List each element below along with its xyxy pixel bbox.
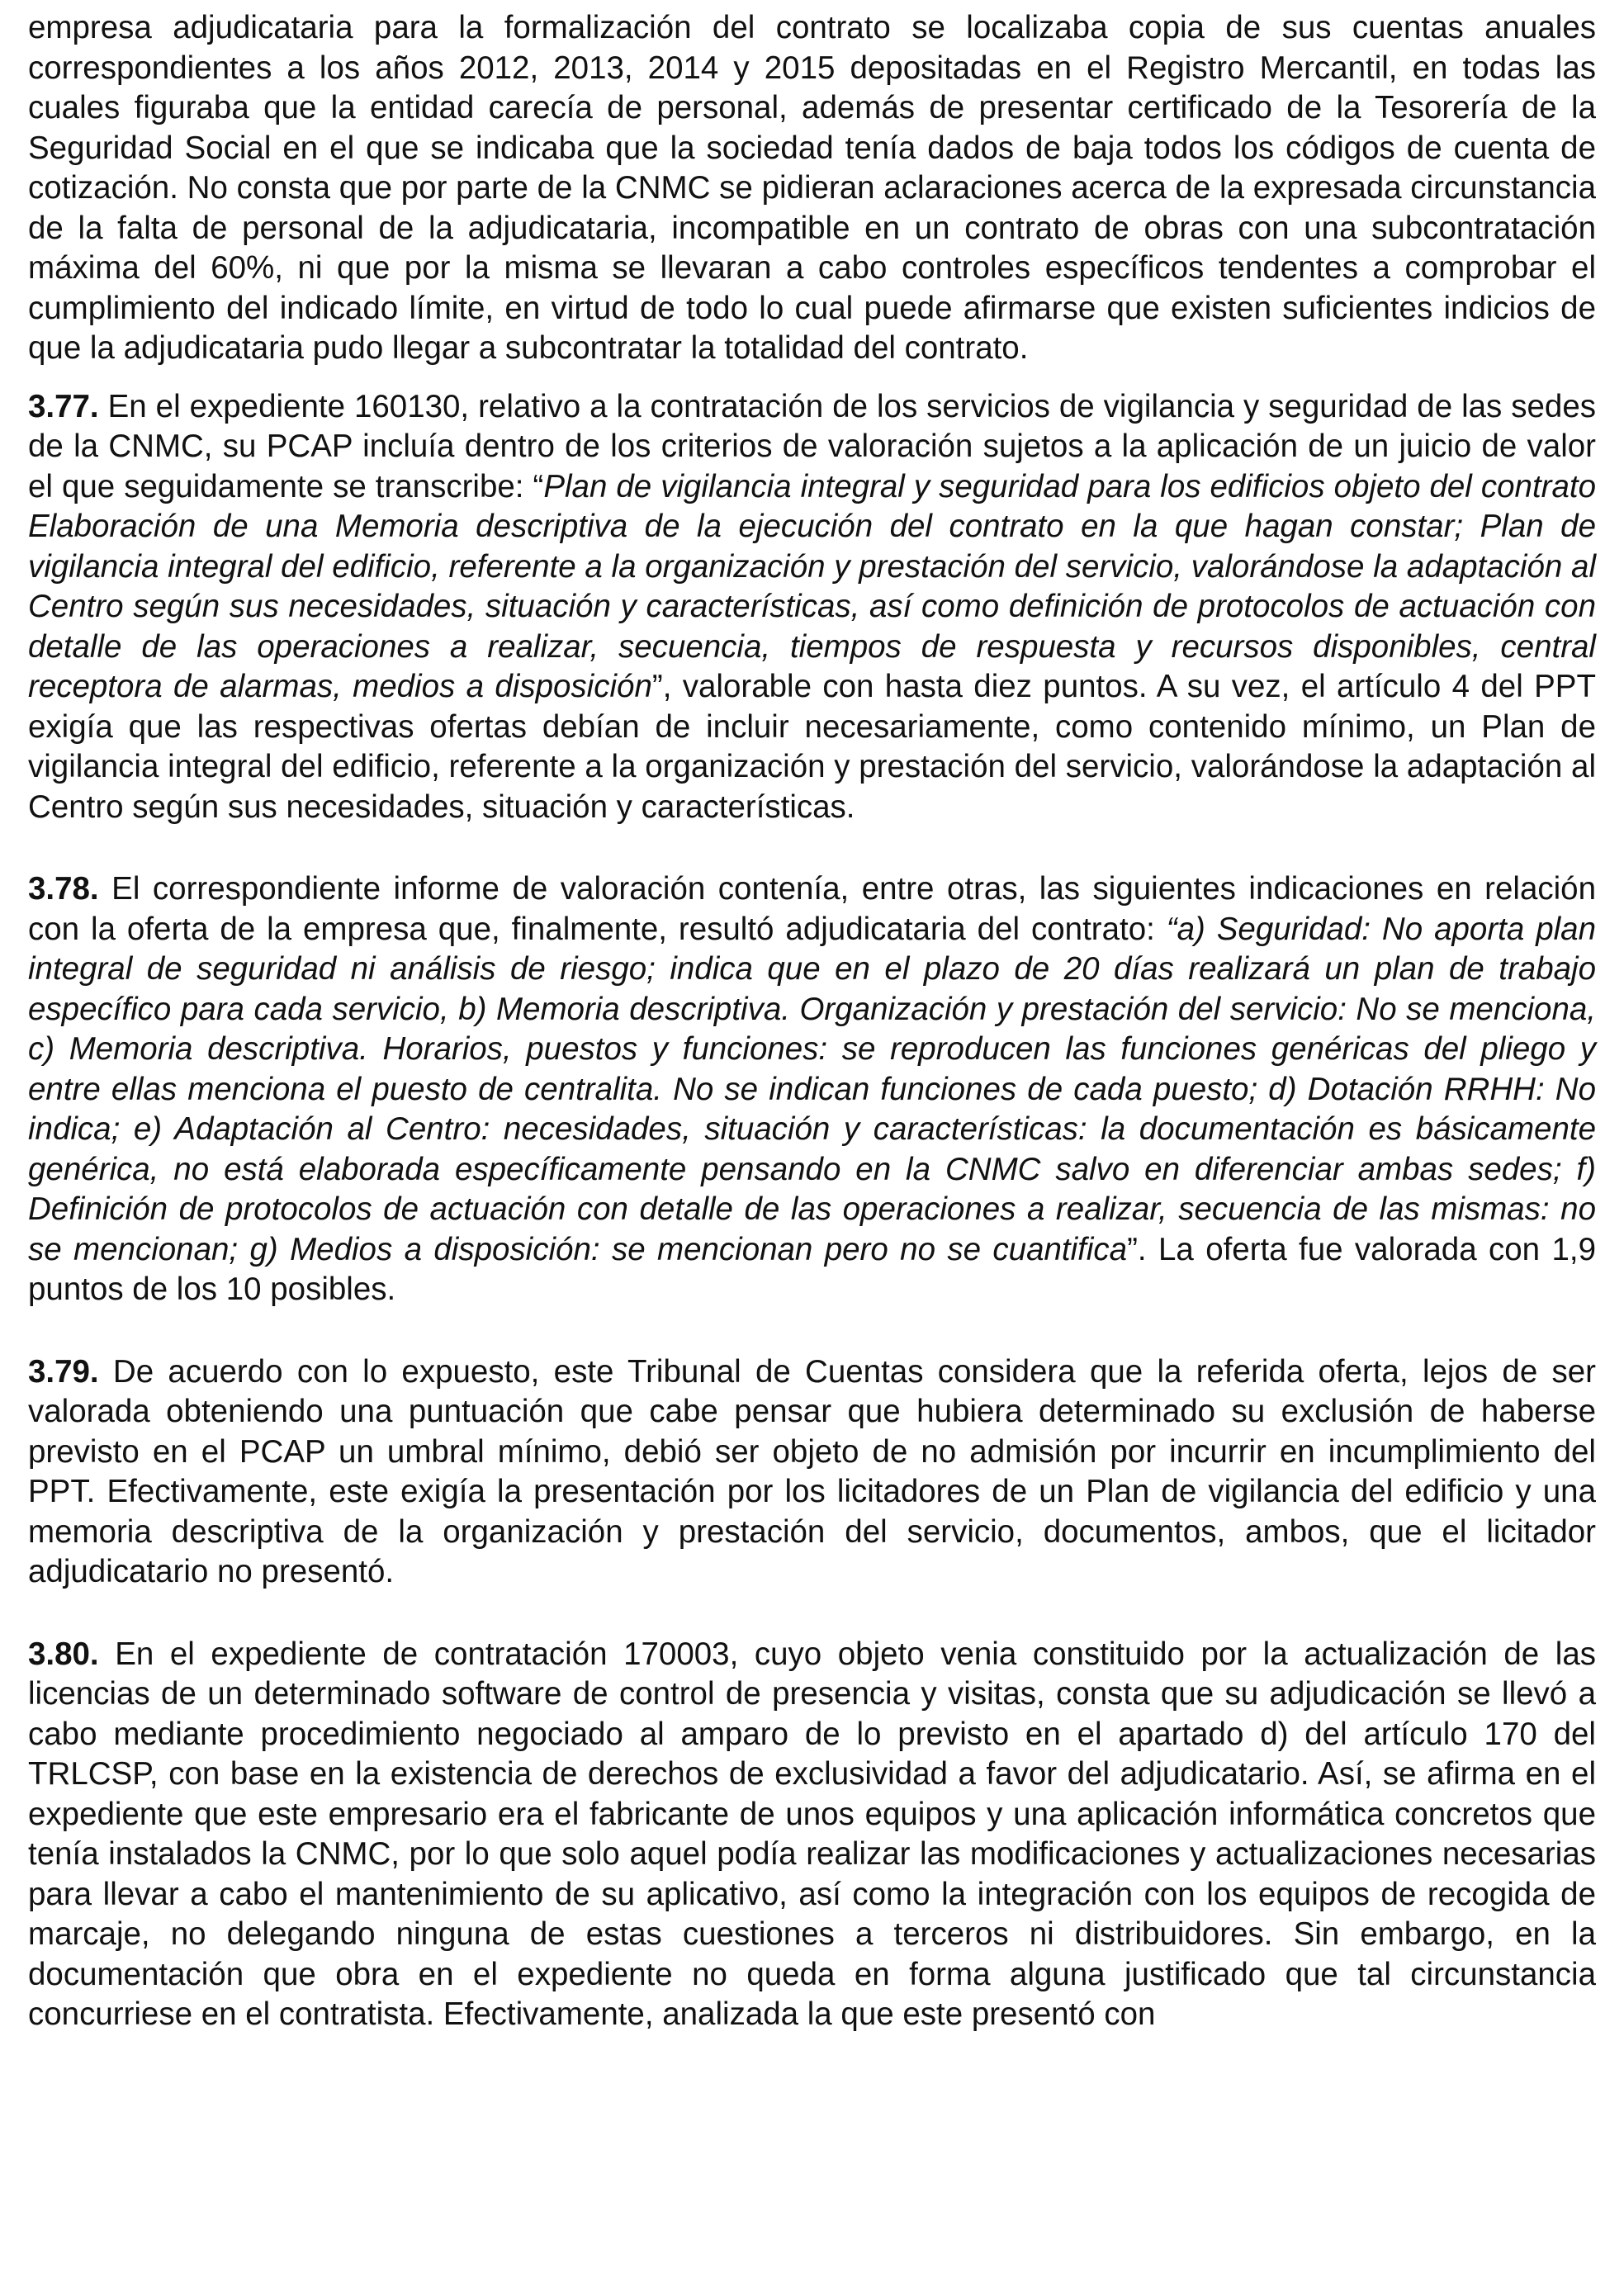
paragraph-number: 3.78. [28, 871, 99, 907]
paragraph-number: 3.77. [28, 388, 99, 424]
paragraph-3-78 [28, 869, 1596, 1310]
paragraph-text: El correspondiente informe de valoración contenía, entre otras, las siguientes indicaciones en relación con la oferta de la empresa que, finalmente, resultó adjudicataria del contrato: [28, 871, 1596, 947]
paragraph-continuation: empresa adjudicataria para la formalización del contrato se localizaba copia de sus cuentas anuales correspondientes a los años 2012, 2013, 2014 y 2015 depositadas en el Registro Mercantil, en todas las cuales figuraba que la entidad carecía de personal, además de presentar certificado de la Tesorería de la Seguridad Social en el que se indicaba que la sociedad tenía dados de baja todos los códigos de cuenta de cotización. No consta que por parte de la CNMC se pidieran aclaraciones acerca de la expresada circunstancia de la falta de personal de la adjudicataria, incompatible en un contrato de obras con una subcontratación máxima del 60%, ni que por la misma se llevaran a cabo controles específicos tendentes a comprobar el cumplimiento del indicado límite, en virtud de todo lo cual puede afirmarse que existen suficientes indicios de que la adjudicataria pudo llegar a subcontratar la totalidad del contrato. [28, 10, 1596, 366]
paragraph-number: 3.79. [28, 1353, 99, 1390]
quoted-criteria: Plan de vigilancia integral y seguridad para los edificios objeto del contrato Elaboración de una Memoria descriptiva de la ejecución del contrato en la que hagan constar; Plan de vigilancia integral del edificio, referente a la organización y prestación del servicio, valorándose la adaptación al Centro según sus necesidades, situación y características, así como definición de protocolos de actuación con detalle de las operaciones a realizar, secuencia, tiempos de respuesta y recursos disponibles, central receptora de alarmas, medios a disposición [28, 468, 1596, 704]
paragraph-text: En el expediente 160130, relativo a la contratación de los servicios de vigilancia y seguridad de las sedes de la CNMC, su PCAP incluía dentro de los criterios de valoración sujetos a la aplicación de un juicio de valor el que seguidamente se transcribe: “ [28, 388, 1596, 504]
paragraph-number: 3.80. [28, 1636, 99, 1672]
paragraph-text: En el expediente de contratación 170003, cuyo objeto venia constituido por la actualización de las licencias de un determinado software de control de presencia y visitas, consta que su adjudicación se llevó a cabo mediante procedimiento negociado al amparo de lo previsto en el apartado d) del artículo 170 del TRLCSP, con base en la existencia de derechos de exclusividad a favor del adjudicatario. Así, se afirma en el expediente que este empresario era el fabricante de unos equipos y una aplicación informática concretos que tenía instalados la CNMC, por lo que solo aquel podía realizar las modificaciones y actualizaciones necesarias para llevar a cabo el mantenimiento de su aplicativo, así como la integración con los equipos de recogida de marcaje, no delegando ninguna de estas cuestiones a terceros ni distribuidores. Sin embargo, en la documentación que obra en el expediente no queda en forma alguna justificado que tal circunstancia concurriese en el contratista. Efectivamente, analizada la que este presentó con [28, 1636, 1596, 2032]
paragraph-3-79 [28, 1352, 1596, 1593]
paragraph-3-77 [28, 387, 1596, 828]
paragraph-text: De acuerdo con lo expuesto, este Tribunal de Cuentas considera que la referida oferta, lejos de ser valorada obteniendo una puntuación que cabe pensar que hubiera determinado su exclusión de haberse previsto en el PCAP un umbral mínimo, debió ser objeto de no admisión por incurrir en incumplimiento del PPT. Efectivamente, este exigía la presentación por los licitadores de un Plan de vigilancia del edificio y una memoria descriptiva de la organización y prestación del servicio, documentos, ambos, que el licitador adjudicatario no presentó. [28, 1353, 1596, 1589]
paragraph-text: ”. La oferta fue valorada con 1,9 puntos de los 10 posibles. [28, 1231, 1596, 1307]
document-page [28, 0, 1596, 2292]
quoted-report: “a) Seguridad: No aporta plan integral de seguridad ni análisis de riesgo; indica que en el plazo de 20 días realizará un plan de trabajo específico para cada servicio, b) Memoria descriptiva. Organización y prestación del servicio: No se menciona, c) Memoria descriptiva. Horarios, puestos y funciones: se reproducen las funciones genéricas del pliego y entre ellas menciona el puesto de centralita. No se indican funciones de cada puesto; d) Dotación RRHH: No indica; e) Adaptación al Centro: necesidades, situación y características: la documentación es básicamente genérica, no está elaborada específicamente pensando en la CNMC salvo en diferenciar ambas sedes; f) Definición de protocolos de actuación con detalle de las operaciones a realizar, secuencia de las mismas: no se mencionan; g) Medios a disposición: se mencionan pero no se cuantifica [28, 911, 1596, 1267]
paragraph-3-80 [28, 1635, 1596, 2035]
paragraph-text: ”, valorable con hasta diez puntos. A su vez, el artículo 4 del PPT exigía que las respectivas ofertas debían de incluir necesariamente, como contenido mínimo, un Plan de vigilancia integral del edificio, referente a la organización y prestación del servicio, valorándose la adaptación al Centro según sus necesidades, situación y características. [28, 669, 1596, 825]
